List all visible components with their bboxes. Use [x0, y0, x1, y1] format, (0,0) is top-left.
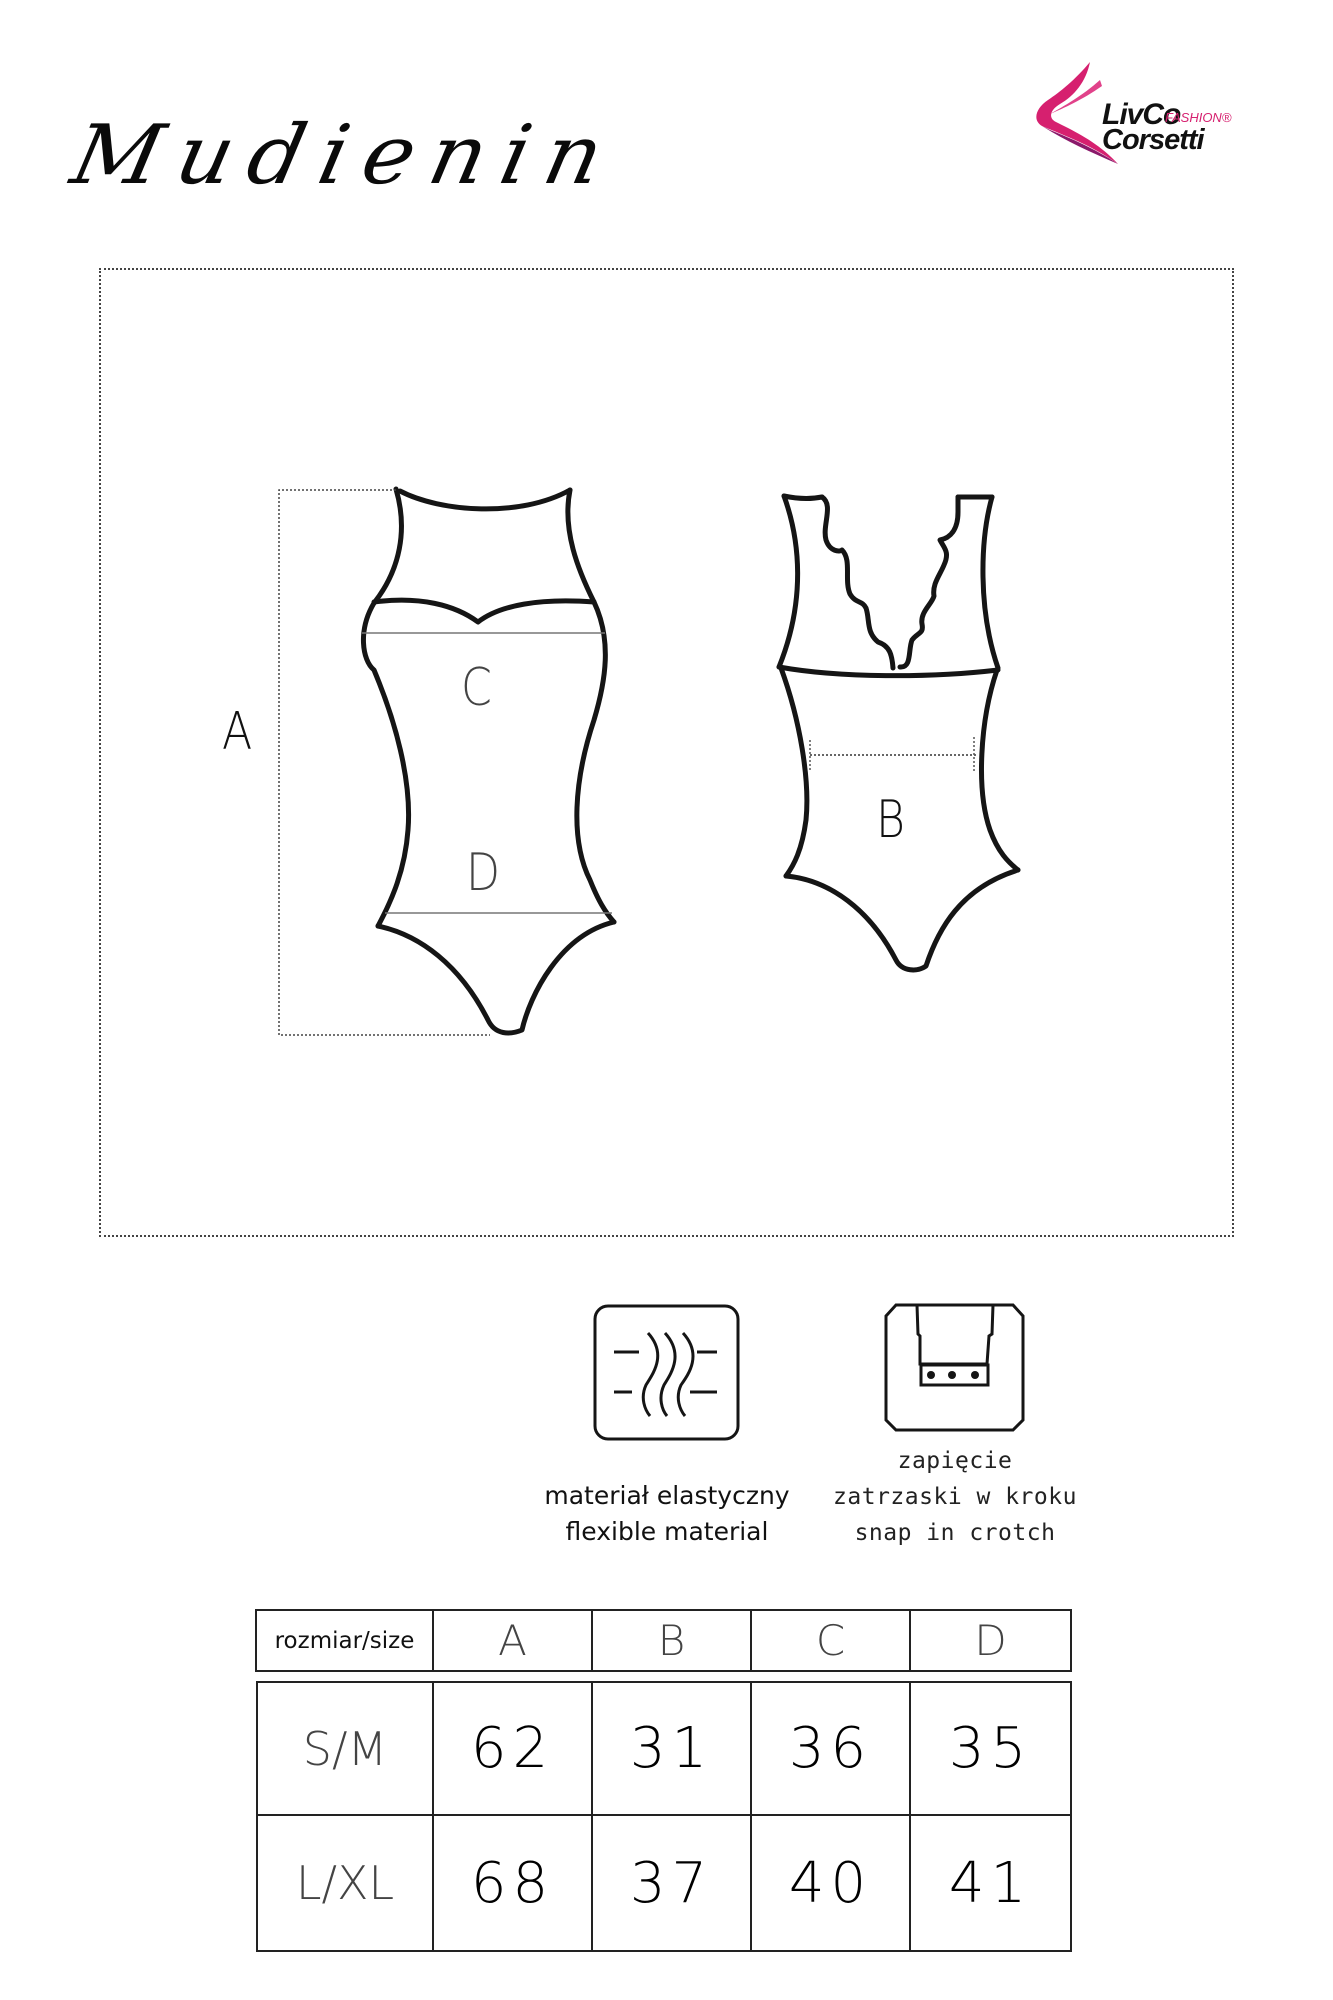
label-c: C	[461, 658, 492, 718]
size-table-header	[255, 1609, 1072, 1672]
label-a: A	[222, 702, 253, 762]
brand-logo	[1020, 60, 1260, 170]
size-table-body	[256, 1681, 1072, 1952]
brand-name-suffix: FASHION®	[1165, 110, 1232, 125]
header-col-c: C	[751, 1610, 910, 1671]
cell-value: 41	[910, 1815, 1071, 1951]
caption-line: flexible material	[565, 1517, 769, 1546]
caption-line: snap in crotch	[854, 1520, 1056, 1546]
cell-value: 37	[592, 1815, 751, 1951]
cell-value: 35	[910, 1682, 1071, 1815]
caption-line: materiał elastyczny	[544, 1481, 790, 1510]
cell-value: 62	[433, 1682, 592, 1815]
cell-value: 40	[751, 1815, 910, 1951]
row-size: L/XL	[257, 1815, 433, 1951]
table-header-row	[256, 1610, 1071, 1671]
label-b: B	[876, 790, 905, 850]
brand-name-line1: LivCo	[1102, 98, 1181, 131]
header-size-label: rozmiar/size	[256, 1610, 433, 1671]
header-col-d: D	[910, 1610, 1071, 1671]
feature-caption-elastic	[532, 1478, 802, 1550]
row-size: S/M	[257, 1682, 433, 1815]
caption-line: zapięcie	[897, 1448, 1013, 1474]
header-col-b: B	[592, 1610, 751, 1671]
label-d: D	[466, 843, 501, 903]
product-title: Mudienin	[63, 108, 628, 203]
cell-value: 31	[592, 1682, 751, 1815]
crotch-snap-icon	[886, 1305, 1023, 1430]
diagram-frame	[99, 268, 1234, 1237]
feature-caption-snap	[820, 1443, 1090, 1551]
stretch-material-icon	[595, 1306, 738, 1439]
table-row	[257, 1815, 1071, 1951]
cell-value: 68	[433, 1815, 592, 1951]
cell-value: 36	[751, 1682, 910, 1815]
caption-line: zatrzaski w kroku	[833, 1484, 1077, 1510]
table-row	[257, 1682, 1071, 1815]
brand-name-line2: Corsetti	[1102, 124, 1204, 156]
header-col-a: A	[433, 1610, 592, 1671]
